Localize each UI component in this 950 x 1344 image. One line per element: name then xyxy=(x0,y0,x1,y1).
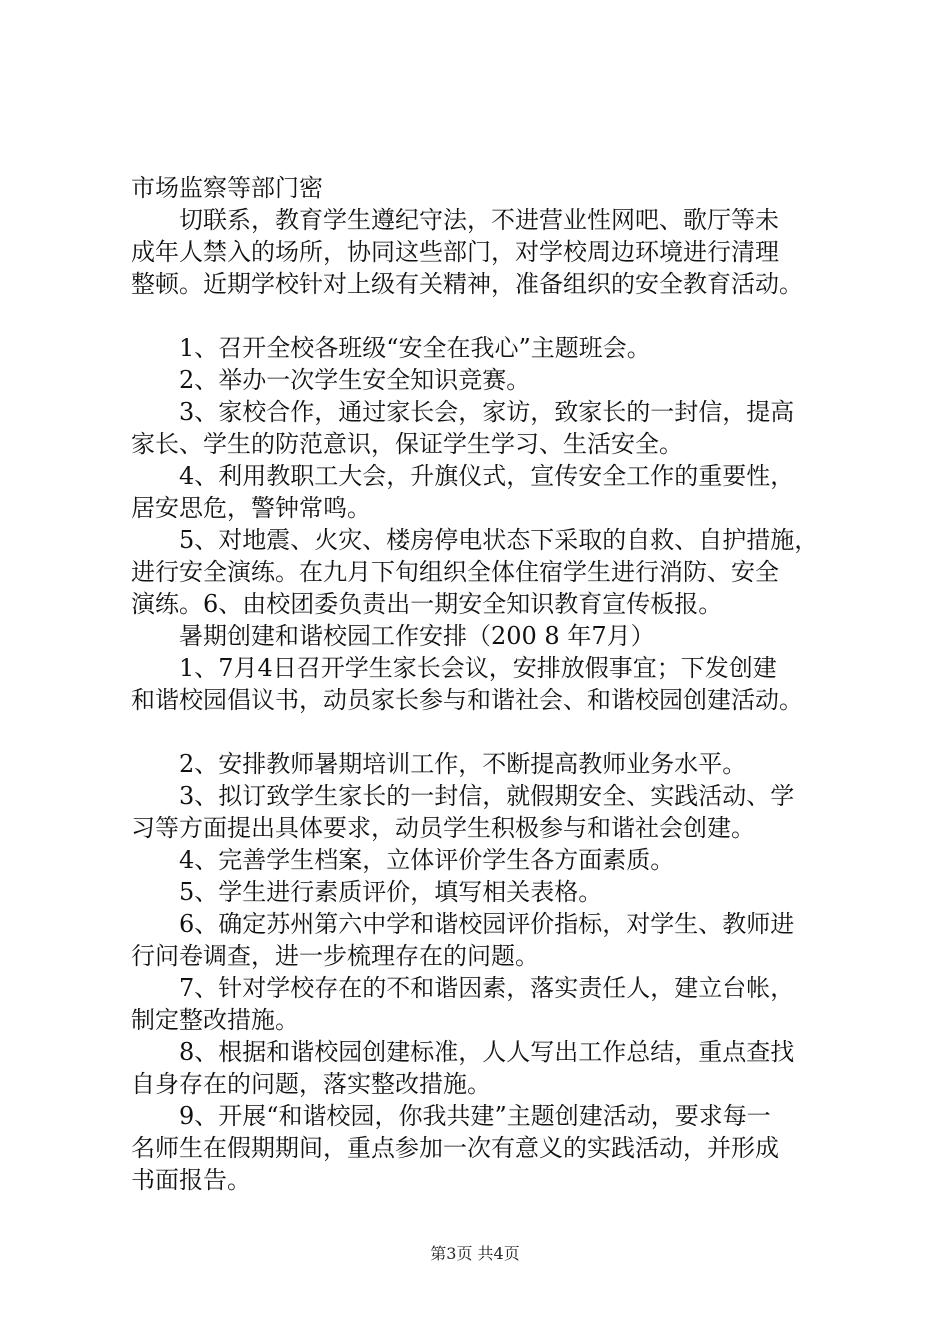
text-line: 行问卷调查，进一步梳理存在的问题。 xyxy=(131,942,539,970)
text-line: 4、完善学生档案，立体评价学生各方面素质。 xyxy=(179,846,675,874)
text-line: 和谐校园倡议书，动员家长参与和谐社会、和谐校园创建活动。 xyxy=(131,686,803,714)
text-line: 演练。6、由校团委负责出一期安全知识教育宣传板报。 xyxy=(131,590,723,618)
text-line: 书面报告。 xyxy=(131,1166,251,1194)
paragraph-gap xyxy=(131,716,851,748)
text-line: 整顿。近期学校针对上级有关精神，准备组织的安全教育活动。 xyxy=(131,270,803,298)
document-body xyxy=(131,172,851,1196)
text-line: 制定整改措施。 xyxy=(131,1006,299,1034)
text-line: 3、家校合作，通过家长会，家访，致家长的一封信，提高 xyxy=(179,398,795,426)
section-heading: 暑期创建和谐校园工作安排（200 8 年7月） xyxy=(179,622,655,650)
text-line: 成年人禁入的场所，协同这些部门，对学校周边环境进行清理 xyxy=(131,238,779,266)
text-line: 5、学生进行素质评价，填写相关表格。 xyxy=(179,878,603,906)
text-line: 1、7月4日召开学生家长会议，安排放假事宜；下发创建 xyxy=(179,654,777,682)
text-line: 进行安全演练。在九月下旬组织全体住宿学生进行消防、安全 xyxy=(131,558,779,586)
page-number-label: 第3页 共4页 xyxy=(430,1244,520,1263)
page-footer xyxy=(0,1244,950,1264)
text-line: 5、对地震、火灾、楼房停电状态下采取的自救、自护措施， xyxy=(179,526,819,554)
text-line: 4、利用教职工大会，升旗仪式，宣传安全工作的重要性， xyxy=(179,462,795,490)
text-line: 市场监察等部门密 xyxy=(131,174,323,202)
text-line: 7、针对学校存在的不和谐因素，落实责任人，建立台帐， xyxy=(179,974,795,1002)
text-line: 2、安排教师暑期培训工作，不断提高教师业务水平。 xyxy=(179,750,747,778)
text-line: 2、举办一次学生安全知识竞赛。 xyxy=(179,366,531,394)
text-line: 名师生在假期期间，重点参加一次有意义的实践活动，并形成 xyxy=(131,1134,779,1162)
text-line: 9、开展“和谐校园，你我共建”主题创建活动，要求每一 xyxy=(179,1102,771,1130)
text-line: 8、根据和谐校园创建标准，人人写出工作总结，重点查找 xyxy=(179,1038,795,1066)
text-line: 3、拟订致学生家长的一封信，就假期安全、实践活动、学 xyxy=(179,782,795,810)
text-line: 家长、学生的防范意识，保证学生学习、生活安全。 xyxy=(131,430,683,458)
text-line: 切联系，教育学生遵纪守法，不进营业性网吧、歌厅等未 xyxy=(179,206,779,234)
text-line: 6、确定苏州第六中学和谐校园评价指标，对学生、教师进 xyxy=(179,910,795,938)
text-line: 居安思危，警钟常鸣。 xyxy=(131,494,371,522)
text-line: 习等方面提出具体要求，动员学生积极参与和谐社会创建。 xyxy=(131,814,755,842)
text-line: 自身存在的问题，落实整改措施。 xyxy=(131,1070,491,1098)
paragraph-gap xyxy=(131,300,851,332)
text-line: 1、召开全校各班级“安全在我心”主题班会。 xyxy=(179,334,651,362)
